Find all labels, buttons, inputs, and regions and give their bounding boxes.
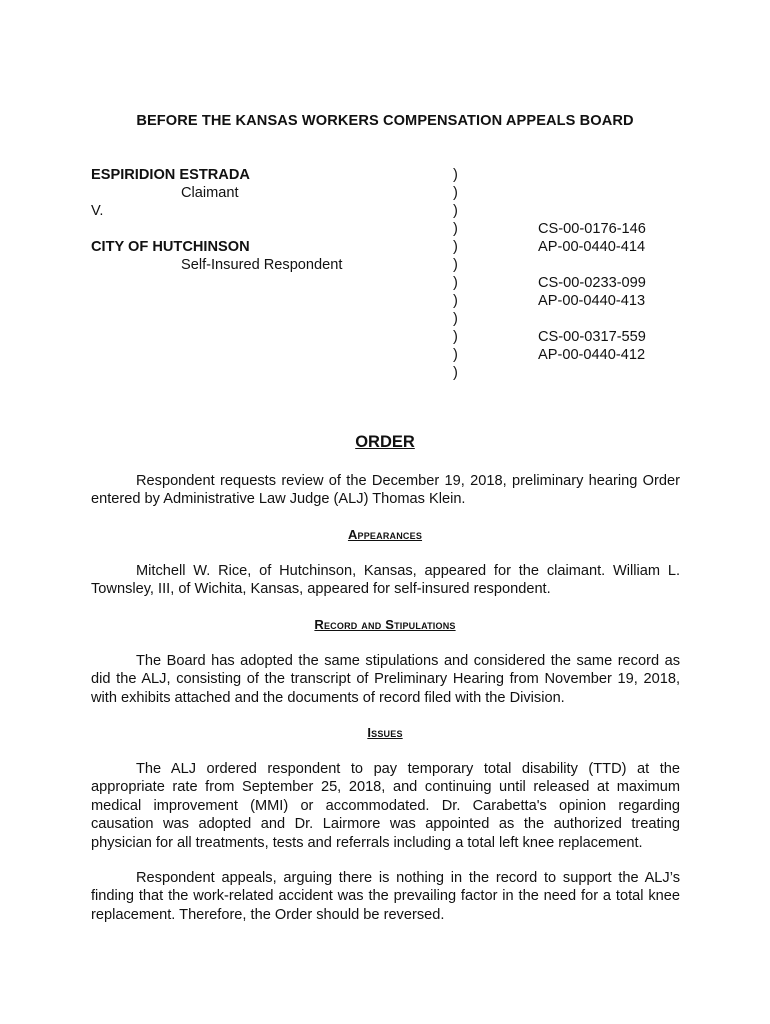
paren: ) <box>453 347 458 363</box>
case-caption <box>91 166 691 386</box>
case-number: CS-00-0317-559 <box>538 329 646 345</box>
paren: ) <box>453 311 458 327</box>
record-heading: Record and Stipulations <box>314 617 456 632</box>
paren: ) <box>453 167 458 183</box>
issues-heading: Issues <box>367 725 403 740</box>
case-number: CS-00-0176-146 <box>538 221 646 237</box>
board-title: BEFORE THE KANSAS WORKERS COMPENSATION APPEALS BOARD <box>136 113 634 129</box>
issues-paragraph-2: Respondent appeals, arguing there is nothing in the record to support the ALJ’s finding that the work-related accident was the prevailing factor in the need for a total knee replacement. Therefore, the Order should be reversed. <box>91 870 680 923</box>
case-number: CS-00-0233-099 <box>538 275 646 291</box>
respondent-name: CITY OF HUTCHINSON <box>91 239 250 255</box>
paren: ) <box>453 293 458 309</box>
issues-paragraph-1: The ALJ ordered respondent to pay temporary total disability (TTD) at the appropriate rate from September 25, 2018, and continuing until released at maximum medical improvement (MMI) or accommodated. Dr. Carabetta's opinion regarding causation was adopted and Dr. Lairmore was appointed as the authorized treating physician for all treatments, tests and referrals including a total left knee replacement. <box>91 761 680 851</box>
appearances-paragraph: Mitchell W. Rice, of Hutchinson, Kansas, appeared for the claimant. William L. Townsley, III, of Wichita, Kansas, appeared for self-insured respondent. <box>91 563 680 598</box>
claimant-role: Claimant <box>181 185 239 201</box>
paren: ) <box>453 239 458 255</box>
paren: ) <box>453 221 458 237</box>
case-number: AP-00-0440-413 <box>538 293 646 309</box>
order-title: ORDER <box>355 433 415 451</box>
versus-label: V. <box>91 203 104 219</box>
record-paragraph: The Board has adopted the same stipulations and considered the same record as did the ALJ, consisting of the transcript of Preliminary Hearing from November 19, 2018, with exhibits attached and the documents of record filed with the Division. <box>91 653 680 706</box>
respondent-role: Self-Insured Respondent <box>181 257 343 273</box>
intro-paragraph: Respondent requests review of the December 19, 2018, preliminary hearing Order entered by Administrative Law Judge (ALJ) Thomas Klein. <box>91 473 680 508</box>
appearances-heading: Appearances <box>347 527 423 542</box>
case-number: AP-00-0440-414 <box>538 239 646 255</box>
paren: ) <box>453 329 458 345</box>
paren: ) <box>453 257 458 273</box>
caption-parentheses <box>453 166 473 382</box>
paren: ) <box>453 365 458 381</box>
paren: ) <box>453 203 458 219</box>
case-number: AP-00-0440-412 <box>538 347 646 363</box>
claimant-name: ESPIRIDION ESTRADA <box>91 167 250 183</box>
paren: ) <box>453 185 458 201</box>
paren: ) <box>453 275 458 291</box>
